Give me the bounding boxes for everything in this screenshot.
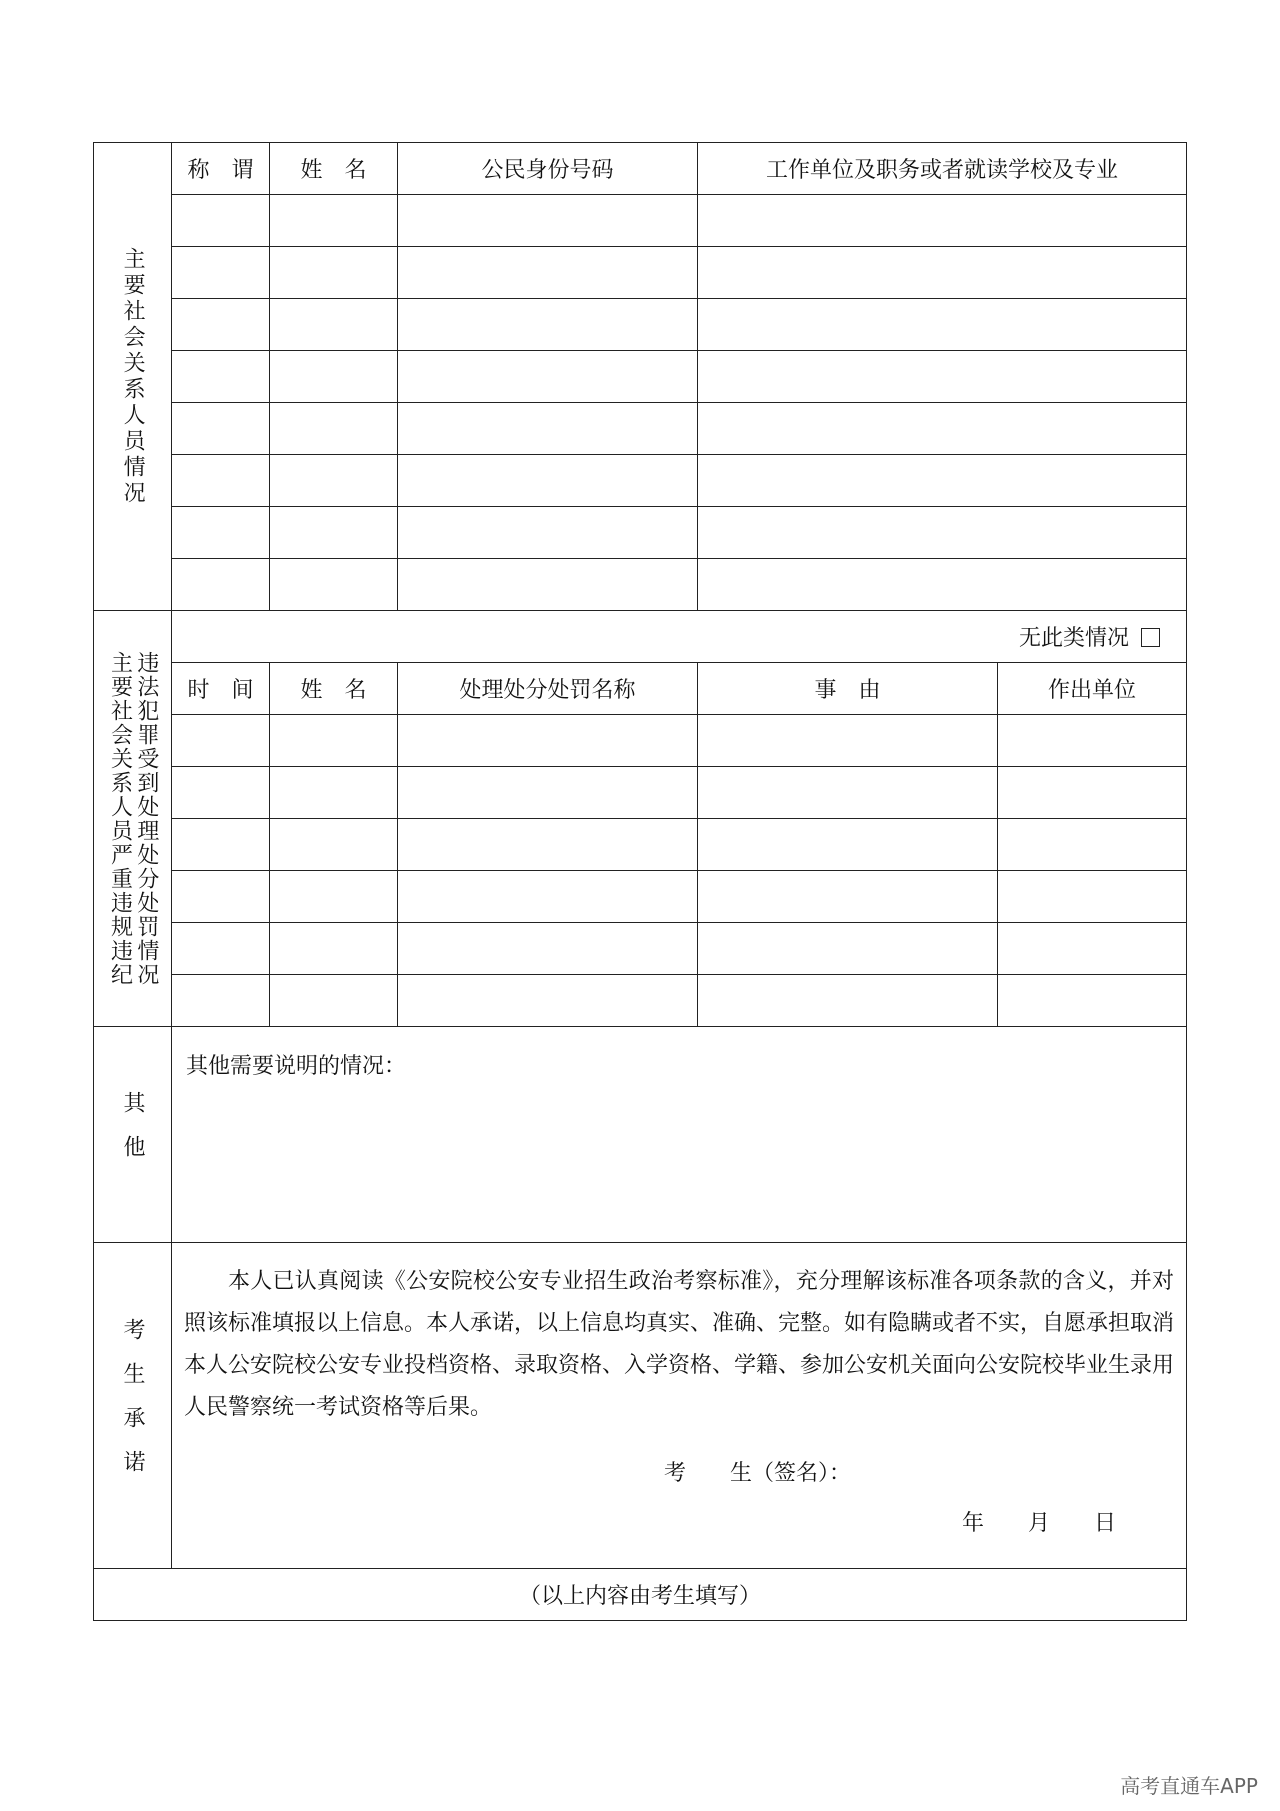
reason-cell[interactable]: [698, 871, 998, 923]
other-row: [94, 1027, 1187, 1243]
reason-cell[interactable]: [698, 975, 998, 1027]
penalty-cell[interactable]: [398, 767, 698, 819]
id-cell[interactable]: [398, 559, 698, 611]
reason-cell[interactable]: [698, 715, 998, 767]
penalty-cell[interactable]: [398, 715, 698, 767]
id-cell[interactable]: [398, 247, 698, 299]
pledge-text: 本人已认真阅读《公安院校公安专业招生政治考察标准》，充分理解该标准各项条款的含义，并对照该标准填报以上信息。本人承诺，以上信息均真实、准确、完整。如有隐瞒或者不实，自愿承担取消本人公安院校公安专业投档资格、录取资格、入学资格、学籍、参加公安机关面向公安院校毕业生录用人民警察统一考试资格等后果。: [184, 1269, 1175, 1420]
name-cell[interactable]: [270, 559, 398, 611]
penalty-cell[interactable]: [398, 819, 698, 871]
relations-row: [94, 455, 1187, 507]
id-cell[interactable]: [398, 507, 698, 559]
unit-cell[interactable]: [998, 871, 1187, 923]
title-cell[interactable]: [172, 403, 270, 455]
header-penalty-name: 处理处分处罚名称: [398, 663, 698, 715]
time-cell[interactable]: [172, 975, 270, 1027]
violations-row: [94, 871, 1187, 923]
relations-row: [94, 247, 1187, 299]
violations-row: [94, 819, 1187, 871]
other-section-label: 其他: [94, 1027, 172, 1243]
name-cell[interactable]: [270, 299, 398, 351]
relations-section-label: 主要社会关系人员情况: [94, 143, 172, 611]
violations-section-label: 主要社会关系人员严重违规违纪 违法犯罪受到处理处分处罚情况: [94, 611, 172, 1027]
no-such-situation-label: 无此类情况: [1019, 626, 1130, 651]
header-reason: 事 由: [698, 663, 998, 715]
reason-cell[interactable]: [698, 923, 998, 975]
footer-row: [94, 1569, 1187, 1621]
unit-cell[interactable]: [998, 975, 1187, 1027]
unit-cell[interactable]: [998, 923, 1187, 975]
header-work-unit: 工作单位及职务或者就读学校及专业: [698, 143, 1187, 195]
violations-row: [94, 975, 1187, 1027]
name-cell[interactable]: [270, 455, 398, 507]
header-issuing-unit: 作出单位: [998, 663, 1187, 715]
political-review-form: [93, 142, 1187, 1621]
unit-cell[interactable]: [998, 819, 1187, 871]
work-unit-cell[interactable]: [698, 403, 1187, 455]
title-cell[interactable]: [172, 299, 270, 351]
id-cell[interactable]: [398, 195, 698, 247]
pledge-cell: [172, 1243, 1187, 1569]
watermark: 高考直通车APP: [1120, 1774, 1258, 1798]
name-cell[interactable]: [270, 195, 398, 247]
pledge-row: [94, 1243, 1187, 1569]
title-cell[interactable]: [172, 247, 270, 299]
other-notes-cell[interactable]: [172, 1027, 1187, 1243]
name-cell[interactable]: [270, 507, 398, 559]
violations-row: [94, 767, 1187, 819]
penalty-cell[interactable]: [398, 975, 698, 1027]
id-cell[interactable]: [398, 299, 698, 351]
header-id-number: 公民身份号码: [398, 143, 698, 195]
work-unit-cell[interactable]: [698, 559, 1187, 611]
work-unit-cell[interactable]: [698, 351, 1187, 403]
other-notes-prompt: 其他需要说明的情况：: [186, 1054, 407, 1079]
date-line[interactable]: 年 月 日: [962, 1511, 1117, 1536]
relations-row: [94, 507, 1187, 559]
time-cell[interactable]: [172, 715, 270, 767]
violations-header-row: [94, 663, 1187, 715]
title-cell[interactable]: [172, 351, 270, 403]
time-cell[interactable]: [172, 871, 270, 923]
time-cell[interactable]: [172, 767, 270, 819]
penalty-cell[interactable]: [398, 923, 698, 975]
violations-none-row: [94, 611, 1187, 663]
work-unit-cell[interactable]: [698, 455, 1187, 507]
header-title: 称 谓: [172, 143, 270, 195]
relations-row: [94, 299, 1187, 351]
relations-row: [94, 195, 1187, 247]
work-unit-cell[interactable]: [698, 299, 1187, 351]
no-such-situation-cell[interactable]: [172, 611, 1187, 663]
name-cell[interactable]: [270, 975, 398, 1027]
reason-cell[interactable]: [698, 819, 998, 871]
name-cell[interactable]: [270, 871, 398, 923]
time-cell[interactable]: [172, 923, 270, 975]
name-cell[interactable]: [270, 247, 398, 299]
header-name: 姓 名: [270, 663, 398, 715]
penalty-cell[interactable]: [398, 871, 698, 923]
work-unit-cell[interactable]: [698, 247, 1187, 299]
header-name: 姓 名: [270, 143, 398, 195]
relations-row: [94, 403, 1187, 455]
work-unit-cell[interactable]: [698, 507, 1187, 559]
relations-header-row: [94, 143, 1187, 195]
name-cell[interactable]: [270, 403, 398, 455]
unit-cell[interactable]: [998, 767, 1187, 819]
title-cell[interactable]: [172, 195, 270, 247]
time-cell[interactable]: [172, 819, 270, 871]
id-cell[interactable]: [398, 351, 698, 403]
violations-row: [94, 923, 1187, 975]
title-cell[interactable]: [172, 559, 270, 611]
work-unit-cell[interactable]: [698, 195, 1187, 247]
reason-cell[interactable]: [698, 767, 998, 819]
relations-row: [94, 351, 1187, 403]
relations-row: [94, 559, 1187, 611]
name-cell[interactable]: [270, 819, 398, 871]
id-cell[interactable]: [398, 455, 698, 507]
name-cell[interactable]: [270, 351, 398, 403]
id-cell[interactable]: [398, 403, 698, 455]
name-cell[interactable]: [270, 715, 398, 767]
pledge-section-label: 考生承诺: [94, 1243, 172, 1569]
header-time: 时 间: [172, 663, 270, 715]
title-cell[interactable]: [172, 455, 270, 507]
unit-cell[interactable]: [998, 715, 1187, 767]
signature-line[interactable]: 考 生（签名）：: [664, 1461, 852, 1486]
footer-note: （以上内容由考生填写）: [94, 1569, 1187, 1621]
title-cell[interactable]: [172, 507, 270, 559]
no-such-situation-checkbox[interactable]: [1141, 628, 1160, 647]
name-cell[interactable]: [270, 923, 398, 975]
name-cell[interactable]: [270, 767, 398, 819]
violations-row: [94, 715, 1187, 767]
